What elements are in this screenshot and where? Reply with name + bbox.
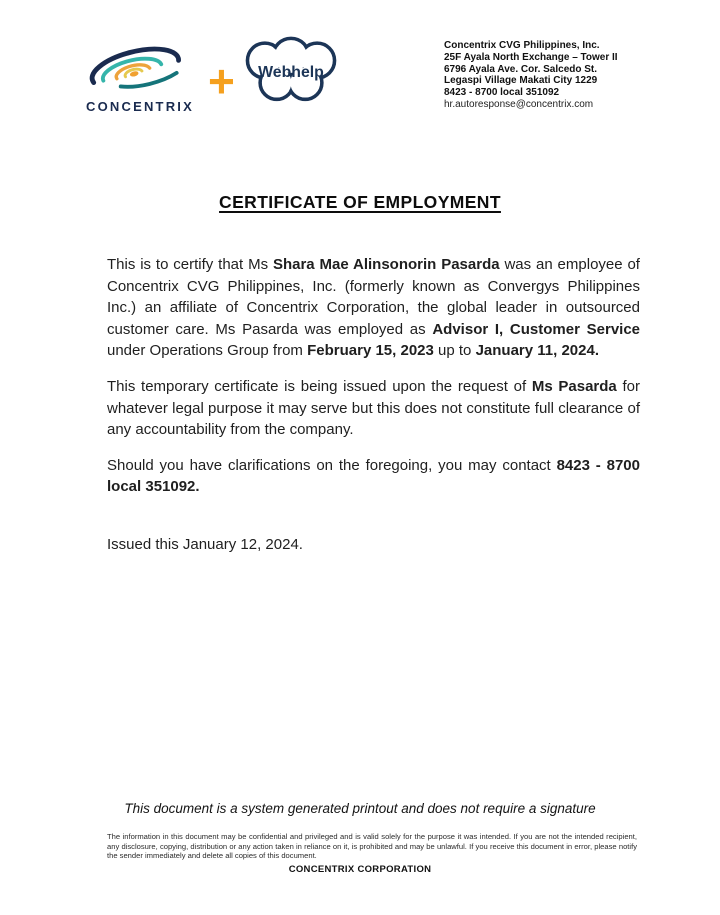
footer-company-name: CONCENTRIX CORPORATION — [288, 864, 432, 875]
address-line2: 25F Ayala North Exchange – Tower II — [444, 51, 618, 63]
webhelp-wordmark: Webhelp — [258, 64, 324, 82]
p1-text: This is to certify that Ms — [107, 256, 273, 273]
job-title: Advisor I, Customer Service — [432, 320, 641, 338]
p1-text: was an employee of Concentrix CVG Philippines, Inc. (formerly known as Convergys Philippines Inc.) an affiliate of Concentrix Corporation, the global leader in outsourced customer care. Ms Pasarda was employed as — [107, 256, 640, 338]
company-address-block — [444, 40, 618, 111]
p3-text: Should you have clarifications on the foregoing, you may contact — [107, 456, 557, 474]
address-company: Concentrix CVG Philippines, Inc. — [444, 40, 600, 51]
webhelp-heart-icon — [239, 36, 343, 112]
requester-name: Ms Pasarda — [531, 377, 617, 395]
address-line4: Legaspi Village Makati City 1229 — [444, 75, 598, 87]
plus-icon: + — [208, 54, 235, 107]
address-line3: 6796 Ayala Ave. Cor. Salcedo St. — [444, 63, 598, 75]
header — [78, 38, 343, 119]
confidentiality-disclaimer: The information in this document may be confidential and privileged and is valid solely for the purpose it was intended. If you are not the intended recipient, any disclosure, copying, distribution or any action taken in reliance on it, is prohibited and may be unlawful. If you receive this document in error, please notify the sender immediately and delete all copies of this document. — [107, 832, 637, 861]
paragraph-contact — [107, 455, 640, 498]
document-body — [107, 254, 640, 570]
contact-number: 8423 - 8700 local 351092. — [107, 456, 640, 496]
document-title: CERTIFICATE OF EMPLOYMENT — [219, 192, 501, 212]
address-email: hr.autoresponse@concentrix.com — [444, 98, 594, 110]
employee-name: Shara Mae Alinsonorin Pasarda — [272, 256, 500, 273]
start-date: February 15, 2023 — [307, 342, 434, 360]
system-generated-note: This document is a system generated printout and does not require a signature — [124, 801, 596, 816]
paragraph-certification — [107, 254, 640, 362]
issued-date-line: Issued this January 12, 2024. — [107, 535, 303, 553]
end-date: January 11, 2024. — [475, 342, 599, 360]
address-phone: 8423 - 8700 local 351092 — [444, 87, 560, 99]
webhelp-logo — [239, 36, 343, 117]
p1-text: under Operations Group from — [107, 342, 308, 360]
p2-text: for whatever legal purpose it may serve but this does not constitute full clearance of any accountability from the company. — [107, 377, 640, 439]
concentrix-swirl-icon — [81, 44, 199, 98]
concentrix-wordmark: CONCENTRIX — [86, 98, 194, 114]
concentrix-logo — [78, 44, 202, 114]
paragraph-purpose — [107, 376, 640, 441]
p1-text: up to — [433, 342, 476, 360]
p2-text: This temporary certificate is being issued upon the request of — [107, 377, 532, 395]
